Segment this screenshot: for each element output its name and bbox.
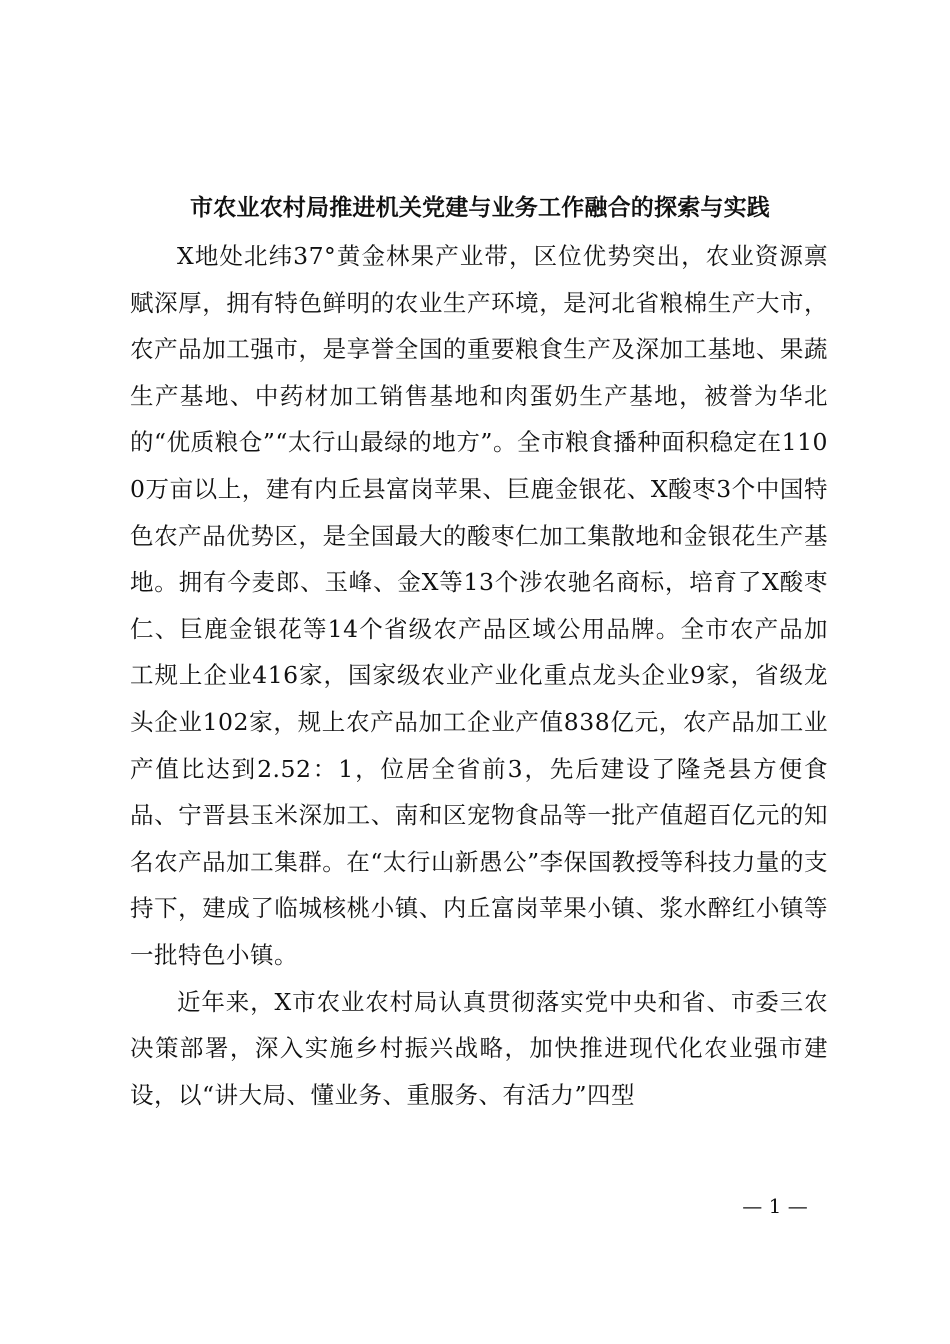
document-body [130, 233, 828, 1118]
document-title: 市农业农村局推进机关党建与业务工作融合的探索与实践 [190, 194, 770, 221]
paragraph-recent-years: 近年来，X市农业农村局认真贯彻落实党中央和省、市委三农决策部署，深入实施乡村振兴战略，加快推进现代化农业强市建设，以“讲大局、懂业务、重服务、有活力”四型 [130, 987, 828, 1109]
paragraph-intro: X地处北纬37°黄金林果产业带，区位优势突出，农业资源禀赋深厚，拥有特色鲜明的农业生产环境，是河北省粮棉生产大市，农产品加工强市，是享誉全国的重要粮食生产及深加工基地、果蔬生产基地、中药材加工销售基地和肉蛋奶生产基地，被誉为华北的“优质粮仓”“太行山最绿的地方”。全市粮食播种面积稳定在1100万亩以上，建有内丘县富岗苹果、巨鹿金银花、X酸枣3个中国特色农产品优势区，是全国最大的酸枣仁加工集散地和金银花生产基地。拥有今麦郎、玉峰、金X等13个涉农驰名商标，培育了X酸枣仁、巨鹿金银花等14个省级农产品区域公用品牌。全市农产品加工规上企业416家，国家级农业产业化重点龙头企业9家，省级龙头企业102家，规上农产品加工企业产值838亿元，农产品加工业产值比达到2.52：1，位居全省前3，先后建设了隆尧县方便食品、宁晋县玉米深加工、南和区宠物食品等一批产值超百亿元的知名农产品加工集群。在“太行山新愚公”李保国教授等科技力量的支持下，建成了临城核桃小镇、内丘富岗苹果小镇、浆水醉红小镇等一批特色小镇。 [130, 242, 828, 969]
page-number: — 1 — [742, 1194, 808, 1218]
